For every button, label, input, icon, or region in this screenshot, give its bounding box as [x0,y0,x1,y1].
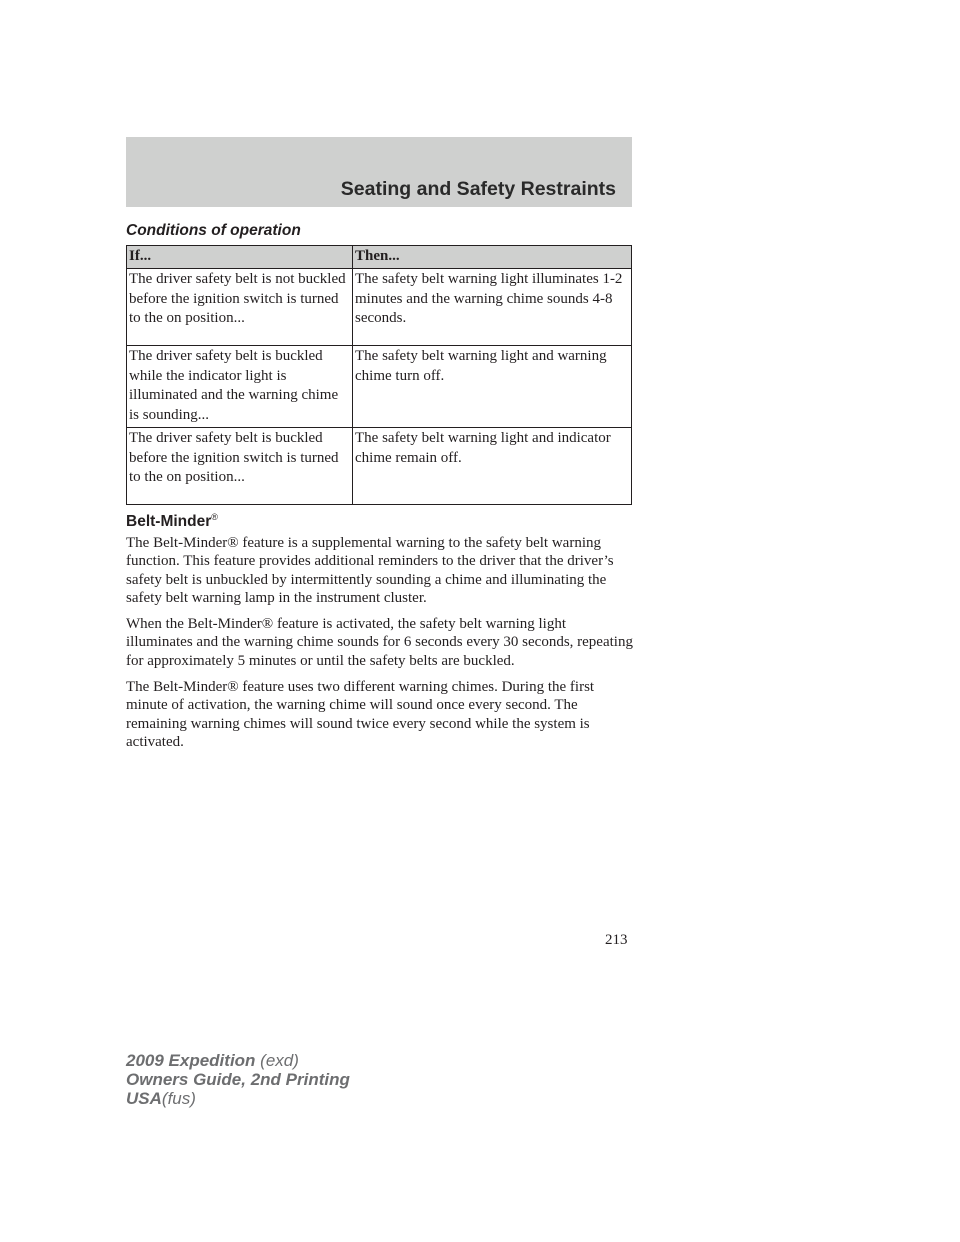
footer-line-1 [126,1051,350,1070]
table-header-row [127,246,632,269]
result-cell: The safety belt warning light illuminates 1-2 minutes and the warning chime sounds 4-8 seconds. [353,269,632,346]
conditions-heading: Conditions of operation [126,222,301,239]
condition-cell: The driver safety belt is buckled before the ignition switch is turned to the on position... [127,428,353,505]
result-cell: The safety belt warning light and indicator chime remain off. [353,428,632,505]
table-row [127,269,632,346]
table-row [127,428,632,505]
condition-cell: The driver safety belt is not buckled before the ignition switch is turned to the on position... [127,269,353,346]
paragraph: When the Belt-Minder® feature is activated, the safety belt warning light illuminates and the warning chime sounds for 6 seconds every 30 seconds, repeating for approximately 5 minutes or until the safety belts are buckled. [126,616,633,669]
footer-market-code: (fus) [161,1089,196,1108]
footer-model-code: (exd) [260,1051,299,1070]
table-row [127,346,632,428]
page-number: 213 [605,932,628,948]
result-cell: The safety belt warning light and warning chime turn off. [353,346,632,428]
belt-minder-body [126,534,636,759]
footer-model: 2009 Expedition [126,1051,256,1070]
registered-mark: ® [211,512,218,522]
column-header-if: If... [127,246,353,269]
footer-market: USA [126,1089,162,1108]
column-header-then: Then... [353,246,632,269]
condition-cell: The driver safety belt is buckled while the indicator light is illuminated and the warning chime is sounding... [127,346,353,428]
paragraph: The Belt-Minder® feature uses two different warning chimes. During the first minute of activation, the warning chime will sound once every second. The remaining warning chimes will sound twice every second while the system is activated. [126,679,595,750]
paragraph: The Belt-Minder® feature is a supplemental warning to the safety belt warning function. This feature provides additional reminders to the driver that the driver’s safety belt is unbuckled by intermittently sounding a chime and illuminating the safety belt warning lamp in the instrument cluster. [126,535,614,606]
belt-minder-heading [126,512,218,531]
section-header-band [126,137,632,207]
footer-line-2: Owners Guide, 2nd Printing [126,1070,350,1089]
conditions-table [126,245,632,505]
document-footer [126,1051,350,1108]
footer-line-3 [126,1089,350,1108]
page-section-title: Seating and Safety Restraints [340,178,616,200]
belt-minder-heading-text: Belt-Minder [126,513,212,531]
